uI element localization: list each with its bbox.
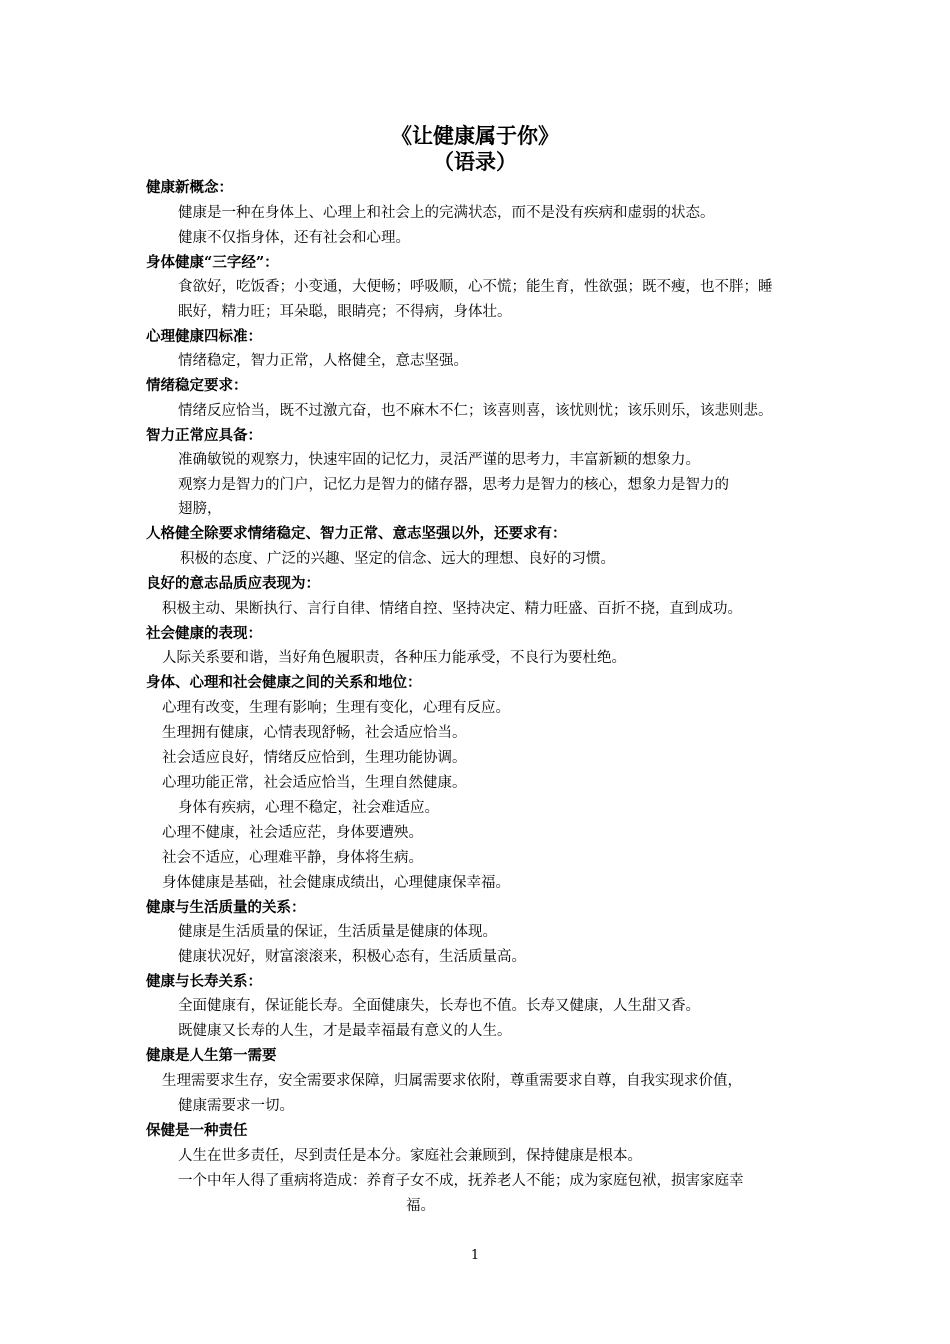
section-heading: 智力正常应具备： (146, 427, 262, 444)
section-heading: 健康与长寿关系： (146, 973, 262, 990)
document-subtitle: （语录） (433, 149, 517, 174)
body-line: 翅膀， (178, 501, 222, 517)
body-line: 社会不适应，心理难平静，身体将生病。 (162, 850, 423, 866)
body-line: 一个中年人得了重病将造成：养育子女不成，抚养老人不能；成为家庭包袱，损害家庭幸 (178, 1173, 744, 1189)
body-line: 生理需要求生存，安全需要求保障，归属需要求依附，尊重需要求自尊，自我实现求价值， (162, 1073, 742, 1089)
body-line: 心理功能正常，社会适应恰当，生理自然健康。 (162, 775, 467, 791)
body-line: 情绪稳定，智力正常，人格健全，意志坚强。 (178, 353, 468, 369)
body-line: 积极主动、果断执行、言行自律、情绪自控、坚持决定、精力旺盛、百折不挠，直到成功。 (162, 601, 742, 617)
body-line: 人际关系要和谐，当好角色履职责，各种压力能承受，不良行为要杜绝。 (162, 650, 626, 666)
body-line: 人生在世多责任，尽到责任是本分。家庭社会兼顾到，保持健康是根本。 (178, 1148, 642, 1164)
section-heading: 健康新概念： (146, 179, 233, 196)
body-line: 情绪反应恰当，既不过激亢奋，也不麻木不仁；该喜则喜，该忧则忧；该乐则乐，该悲则悲。 (178, 403, 773, 419)
body-line: 健康是生活质量的保证，生活质量是健康的体现。 (178, 924, 497, 940)
section-heading: 人格健全除要求情绪稳定、智力正常、意志坚强以外，还要求有： (146, 525, 567, 542)
section-heading: 身体健康“三字经”： (146, 254, 279, 271)
body-line: 健康状况好，财富滚滚来，积极心态有，生活质量高。 (178, 949, 526, 965)
page-number: 1 (470, 1248, 480, 1263)
section-heading: 身体、心理和社会健康之间的关系和地位： (146, 674, 422, 691)
body-line: 身体健康是基础，社会健康成绩出，心理健康保幸福。 (162, 875, 510, 891)
section-heading: 良好的意志品质应表现为： (146, 575, 320, 592)
section-heading: 心理健康四标准： (146, 328, 262, 345)
body-line: 健康需要求一切。 (178, 1098, 294, 1114)
document-title: 《让健康属于你》 (391, 123, 559, 148)
section-heading: 保健是一种责任 (146, 1122, 248, 1139)
section-heading: 社会健康的表现： (146, 625, 262, 642)
body-line: 心理不健康，社会适应茫，身体要遭殃。 (162, 825, 423, 841)
body-line: 眠好，精力旺；耳朵聪，眼睛亮；不得病，身体壮。 (178, 304, 512, 320)
body-line: 全面健康有，保证能长寿。全面健康失，长寿也不值。长寿又健康，人生甜又香。 (178, 998, 700, 1014)
section-heading: 健康与生活质量的关系： (146, 899, 306, 916)
section-heading: 情绪稳定要求： (146, 377, 248, 394)
body-line: 健康是一种在身体上、心理上和社会上的完满状态，而不是没有疾病和虚弱的状态。 (178, 205, 715, 221)
body-line: 福。 (406, 1198, 435, 1214)
body-line: 既健康又长寿的人生，才是最幸福最有意义的人生。 (178, 1023, 512, 1039)
body-line: 健康不仅指身体，还有社会和心理。 (178, 230, 410, 246)
body-line: 生理拥有健康，心情表现舒畅，社会适应恰当。 (162, 725, 467, 741)
body-line: 社会适应良好，情绪反应恰到，生理功能协调。 (162, 750, 467, 766)
section-heading: 健康是人生第一需要 (146, 1047, 277, 1064)
body-line: 心理有改变，生理有影响；生理有变化，心理有反应。 (162, 700, 510, 716)
body-line: 准确敏锐的观察力，快速牢固的记忆力，灵活严谨的思考力，丰富新颖的想象力。 (178, 452, 700, 468)
body-line: 身体有疾病，心理不稳定，社会难适应。 (178, 800, 439, 816)
body-line: 观察力是智力的门户，记忆力是智力的储存器，思考力是智力的核心，想象力是智力的 (178, 477, 729, 493)
body-line: 积极的态度、广泛的兴趣、坚定的信念、远大的理想、良好的习惯。 (180, 551, 615, 567)
body-line: 食欲好，吃饭香；小变通，大便畅；呼吸顺，心不慌；能生育，性欲强；既不瘦，也不胖；睡 (178, 279, 773, 295)
